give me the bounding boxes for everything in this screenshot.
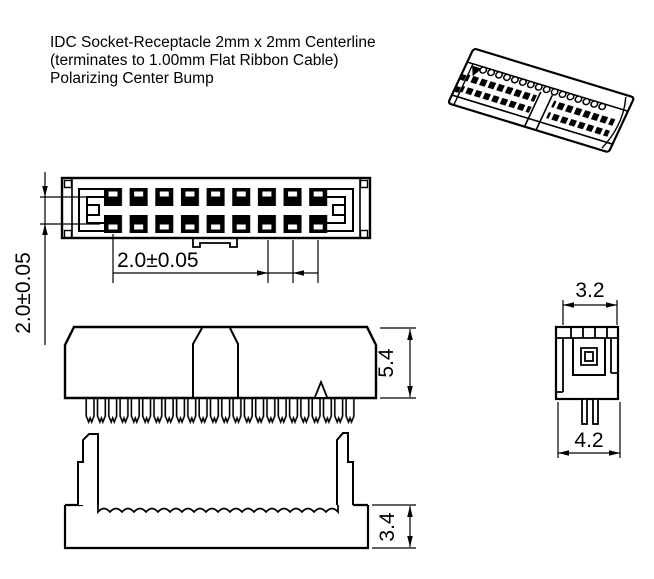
end-view-pins xyxy=(582,399,598,424)
left-latch-post xyxy=(78,434,98,505)
arrow-left-icon xyxy=(558,450,569,456)
contact-pitch-label: 2.0±0.05 xyxy=(117,249,199,272)
body-height-label: 5.4 xyxy=(375,348,398,378)
body-width-label: 4.2 xyxy=(574,429,604,452)
arrow-right-icon xyxy=(257,270,268,276)
dim-strain-relief-height xyxy=(372,505,416,548)
title-line-1: IDC Socket-Receptacle 2mm x 2mm Centerline xyxy=(50,34,376,51)
arrow-up-icon xyxy=(407,506,413,517)
arrow-down-icon xyxy=(42,186,48,197)
arrow-down-icon xyxy=(407,386,413,397)
mating-width-label: 3.2 xyxy=(575,279,605,302)
idc-contact-teeth xyxy=(85,398,356,424)
arrow-right-icon xyxy=(606,302,617,308)
isometric-view xyxy=(448,46,634,155)
dim-mating-width xyxy=(563,279,617,325)
top-view xyxy=(62,178,370,247)
arrow-up-icon xyxy=(407,329,413,340)
dim-body-height xyxy=(375,328,416,398)
arrow-up-icon xyxy=(42,224,48,235)
strain-relief-view xyxy=(65,433,368,548)
title-line-3: Polarizing Center Bump xyxy=(50,70,214,87)
title-block xyxy=(50,34,376,87)
center-bump-tab xyxy=(193,238,237,247)
title-line-2: (terminates to 1.00mm Flat Ribbon Cable) xyxy=(50,52,339,69)
right-latch-post xyxy=(337,433,353,505)
dim-body-width xyxy=(558,402,620,458)
side-view xyxy=(65,327,376,424)
end-view xyxy=(556,327,618,424)
row-pitch-label: 2.0±0.05 xyxy=(12,252,35,334)
arrow-down-icon xyxy=(407,536,413,547)
arrow-right-icon xyxy=(609,450,620,456)
strain-relief-height-label: 3.4 xyxy=(376,512,399,542)
dim-contact-pitch xyxy=(113,234,318,283)
arrow-left-icon xyxy=(293,270,304,276)
arrow-left-icon xyxy=(563,302,574,308)
